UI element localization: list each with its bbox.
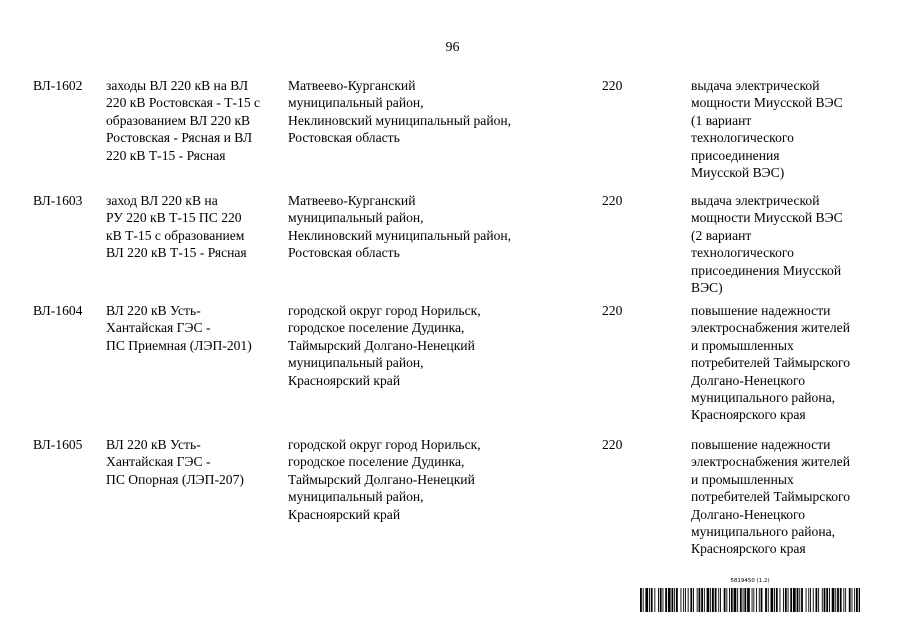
row-code: ВЛ-1604	[33, 303, 83, 318]
barcode-bar	[765, 588, 767, 612]
row-voltage: 220	[602, 437, 623, 452]
barcode-bar	[731, 588, 733, 612]
barcode-bar	[793, 588, 796, 612]
barcode-bar	[774, 588, 775, 612]
barcode-bar	[715, 588, 717, 612]
barcode	[640, 578, 860, 614]
barcode-bar	[697, 588, 698, 612]
row-purpose: выдача электрической мощности Миусской ВЭС (1 вариант технологического присоединения Миусской ВЭС)	[691, 78, 843, 181]
barcode-bar	[734, 588, 737, 612]
barcode-bar	[849, 588, 851, 612]
barcode-bar	[707, 588, 710, 612]
barcode-bar	[753, 588, 754, 612]
barcode-bar	[797, 588, 799, 612]
barcode-bar	[747, 588, 750, 612]
barcode-bar	[651, 588, 653, 612]
barcode-bar	[665, 588, 667, 612]
barcode-bar	[826, 588, 828, 612]
barcode-bar	[835, 588, 836, 612]
barcode-bar	[752, 588, 753, 612]
barcode-bar	[726, 588, 727, 612]
barcode-bar	[718, 588, 719, 612]
barcode-bar	[840, 588, 842, 612]
barcode-bar	[801, 588, 803, 612]
row-line-name: ВЛ 220 кВ Усть- Хантайская ГЭС - ПС Опорная (ЛЭП-207)	[106, 437, 244, 487]
barcode-bar	[743, 588, 744, 612]
barcode-bars	[640, 588, 860, 612]
barcode-bar	[776, 588, 778, 612]
barcode-bar	[852, 588, 853, 612]
barcode-bar	[768, 588, 769, 612]
row-purpose: повышение надежности электроснабжения жителей и промышленных потребителей Таймырского Долгано-Ненецкого муниципального района, Красноярского края	[691, 303, 851, 423]
barcode-caption: 5819450 (1.2)	[730, 578, 770, 584]
barcode-bar	[744, 588, 746, 612]
row-line-name: ВЛ 220 кВ Усть- Хантайская ГЭС - ПС Приемная (ЛЭП-201)	[106, 303, 252, 353]
barcode-bar	[756, 588, 757, 612]
barcode-bar	[690, 588, 692, 612]
barcode-bar	[824, 588, 826, 612]
barcode-bar	[645, 588, 648, 612]
barcode-bar	[771, 588, 774, 612]
barcode-bar	[683, 588, 684, 612]
barcode-bar	[790, 588, 792, 612]
barcode-bar	[640, 588, 642, 612]
barcode-bar	[832, 588, 835, 612]
row-code: ВЛ-1602	[33, 78, 83, 93]
barcode-bar	[663, 588, 664, 612]
barcode-bar	[816, 588, 818, 612]
row-region: Матвеево-Курганский муниципальный район, Неклиновский муниципальный район, Ростовская область	[288, 193, 512, 261]
barcode-bar	[693, 588, 694, 612]
row-region: Матвеево-Курганский муниципальный район, Неклиновский муниципальный район, Ростовская область	[288, 78, 512, 146]
barcode-bar	[845, 588, 846, 612]
barcode-bar	[685, 588, 686, 612]
barcode-bar	[668, 588, 671, 612]
barcode-bar	[688, 588, 689, 612]
page-number: 96	[445, 40, 460, 55]
barcode-bar	[649, 588, 650, 612]
barcode-bar	[799, 588, 800, 612]
barcode-bar	[724, 588, 726, 612]
row-code: ВЛ-1605	[33, 437, 83, 452]
row-voltage: 220	[602, 303, 623, 318]
row-code: ВЛ-1603	[33, 193, 83, 208]
barcode-bar	[818, 588, 819, 612]
barcode-bar	[660, 588, 662, 612]
barcode-bar	[674, 588, 675, 612]
barcode-bar	[710, 588, 711, 612]
barcode-bar	[837, 588, 839, 612]
barcode-bar	[788, 588, 789, 612]
row-voltage: 220	[602, 193, 623, 208]
barcode-bar	[712, 588, 714, 612]
barcode-bar	[672, 588, 674, 612]
barcode-bar	[783, 588, 784, 612]
barcode-bar	[854, 588, 855, 612]
barcode-bar	[806, 588, 807, 612]
barcode-bar	[808, 588, 809, 612]
barcode-bar	[681, 588, 682, 612]
barcode-bar	[729, 588, 730, 612]
row-region: городской округ город Норильск, городское поселение Дудинка, Таймырский Долгано-Ненецкий муниципальный район, Красноярский край	[288, 303, 481, 388]
row-purpose: выдача электрической мощности Миусской ВЭС (2 вариант технологического присоединения Миусской ВЭС)	[691, 193, 843, 296]
barcode-bar	[737, 588, 738, 612]
barcode-bar	[676, 588, 678, 612]
row-line-name: заход ВЛ 220 кВ на РУ 220 кВ Т-15 ПС 220 кВ Т-15 с образованием ВЛ 220 кВ Т-15 - Рясная	[106, 193, 247, 261]
barcode-bar	[859, 588, 860, 612]
barcode-bar	[856, 588, 858, 612]
barcode-bar	[843, 588, 844, 612]
barcode-bar	[654, 588, 655, 612]
barcode-bar	[740, 588, 742, 612]
barcode-bar	[701, 588, 703, 612]
row-voltage: 220	[602, 78, 623, 93]
row-region: городской округ город Норильск, городское поселение Дудинка, Таймырский Долгано-Ненецкий муниципальный район, Красноярский край	[288, 437, 481, 522]
barcode-bar	[720, 588, 721, 612]
row-line-name: заходы ВЛ 220 кВ на ВЛ 220 кВ Ростовская - Т-15 с образованием ВЛ 220 кВ Ростовская - Рясная и ВЛ 220 кВ Т-15 - Рясная	[106, 78, 261, 163]
barcode-bar	[780, 588, 781, 612]
barcode-bar	[643, 588, 644, 612]
barcode-bar	[810, 588, 811, 612]
barcode-bar	[822, 588, 823, 612]
barcode-bar	[761, 588, 763, 612]
barcode-bar	[658, 588, 659, 612]
barcode-bar	[759, 588, 760, 612]
barcode-bar	[704, 588, 705, 612]
barcode-bar	[813, 588, 814, 612]
barcode-bar	[699, 588, 701, 612]
barcode-bar	[829, 588, 830, 612]
barcode-bar	[785, 588, 787, 612]
row-purpose: повышение надежности электроснабжения жителей и промышленных потребителей Таймырского Долгано-Ненецкого муниципального района, Красноярского края	[691, 437, 851, 557]
